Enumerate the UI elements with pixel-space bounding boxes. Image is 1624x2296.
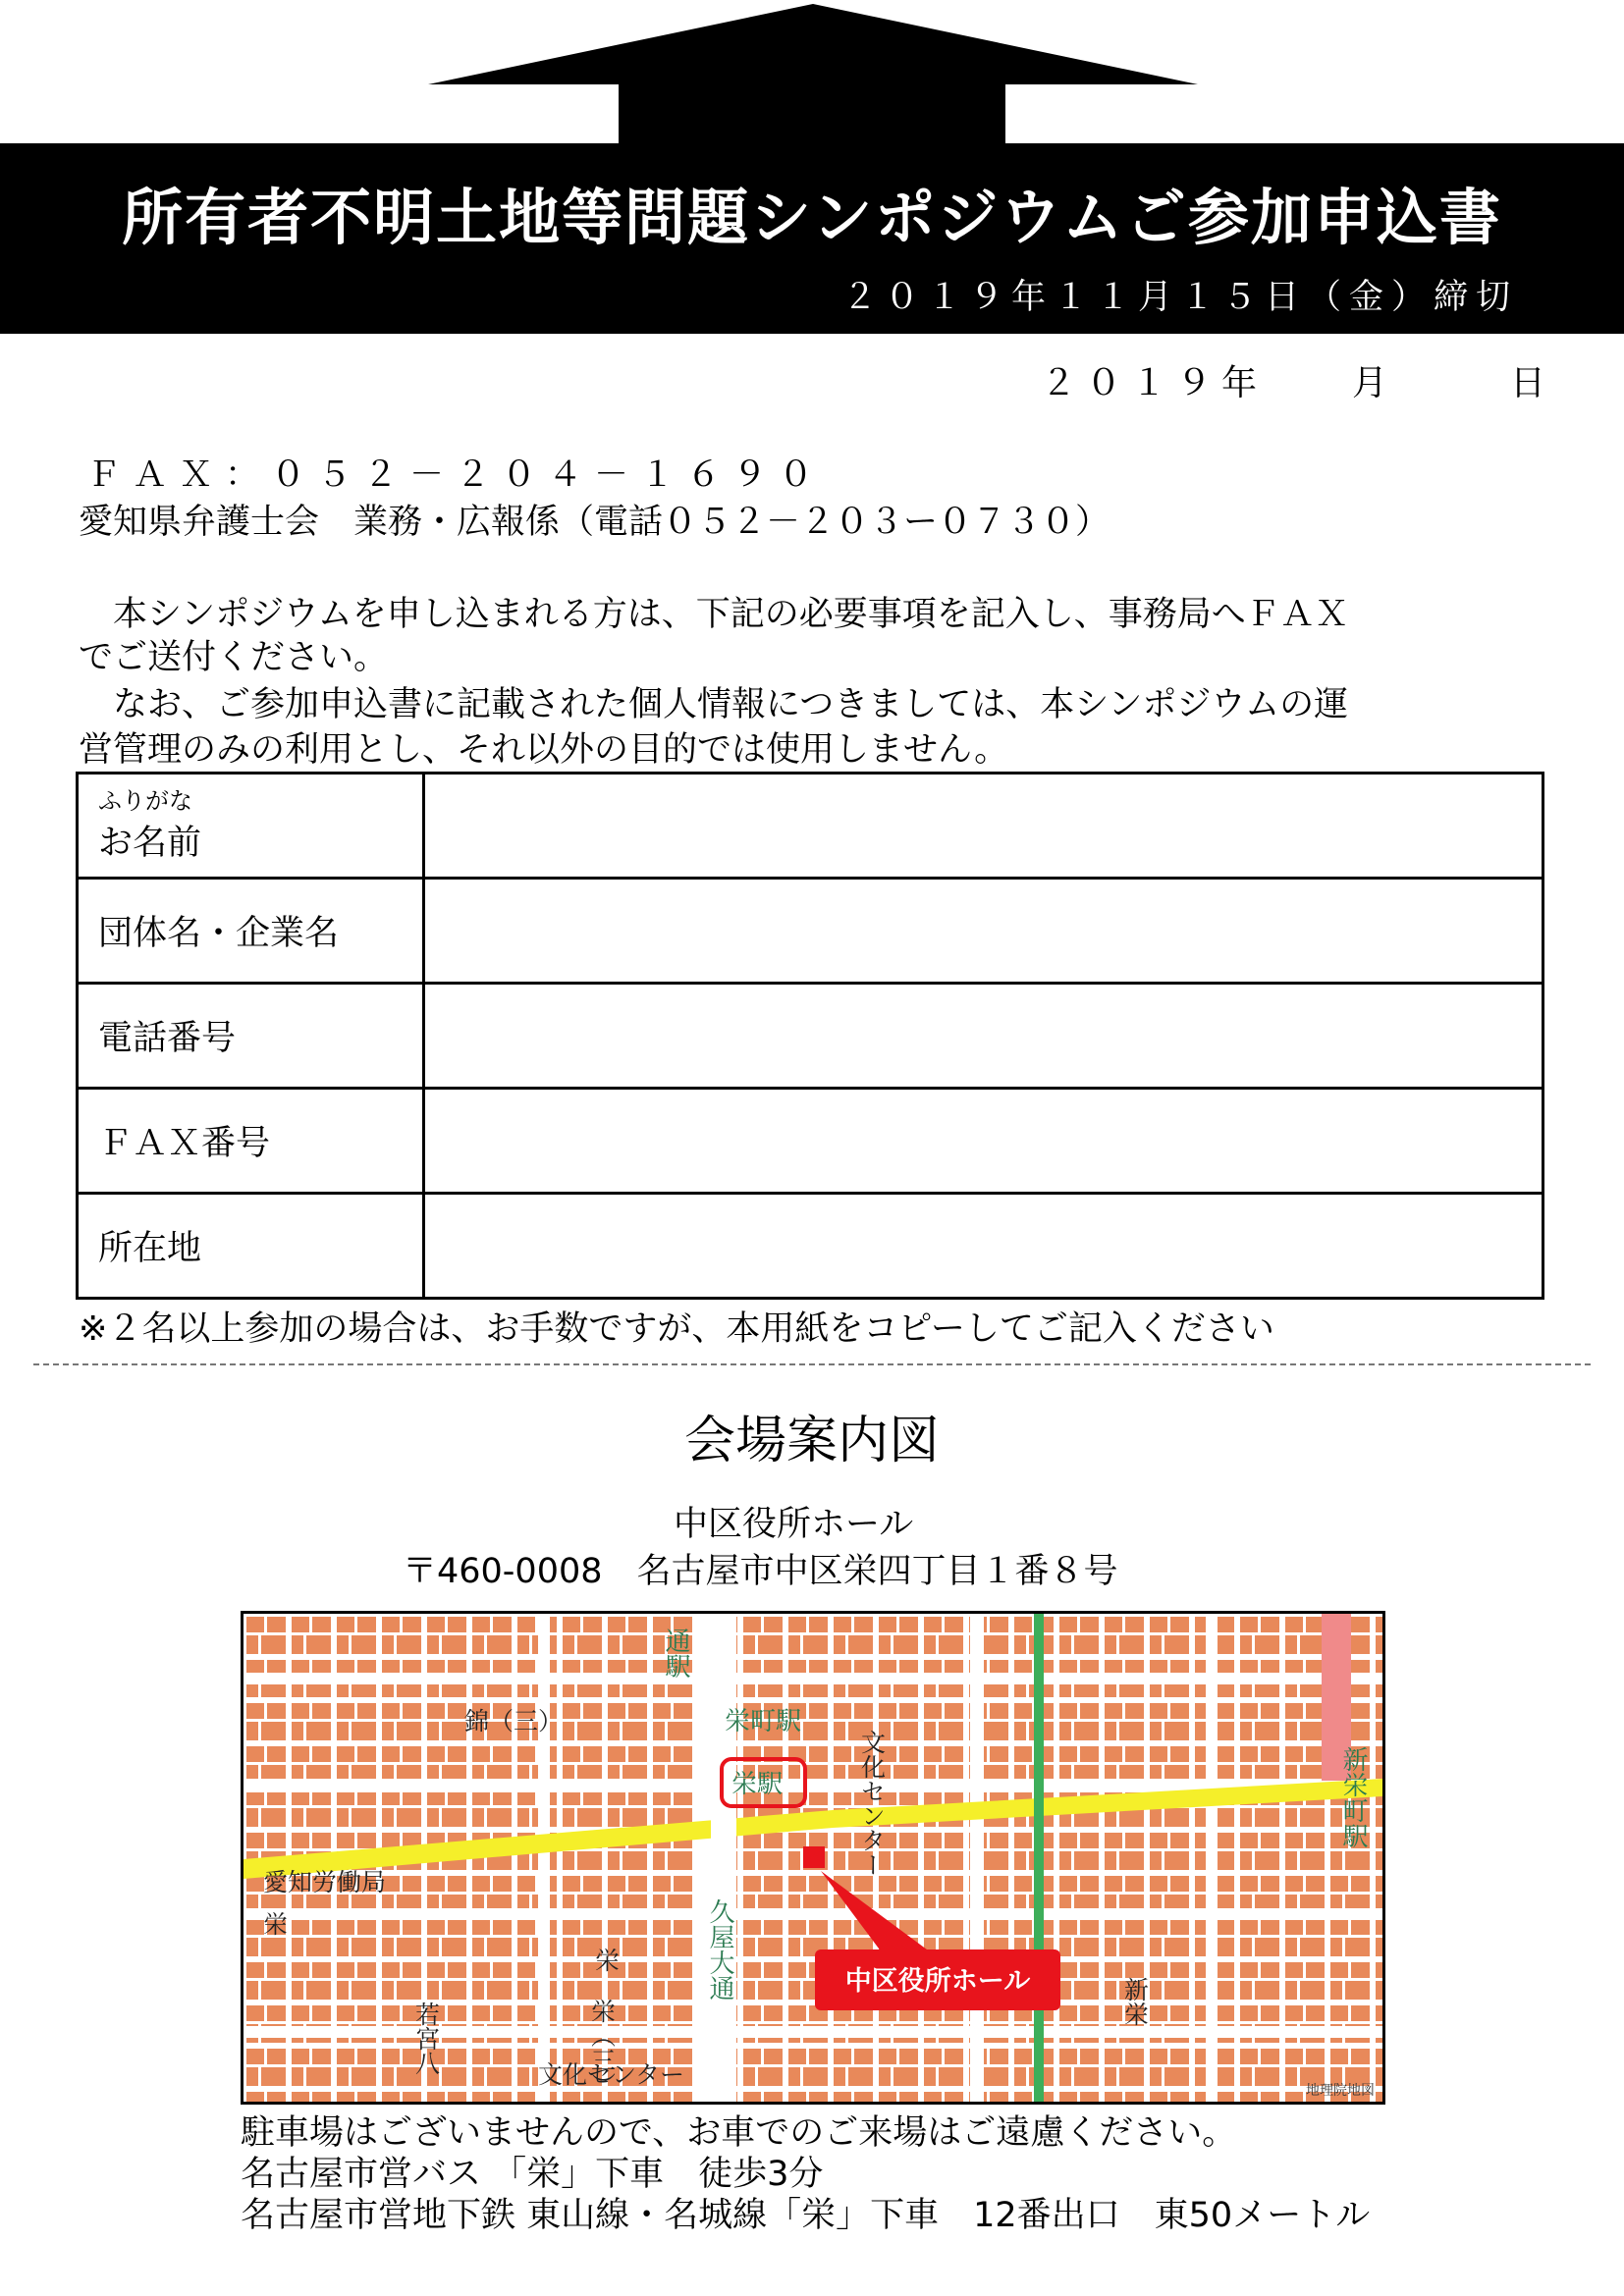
form-row-fax bbox=[78, 1089, 1543, 1194]
access-subway: 名古屋市営地下鉄 東山線・名城線「栄」下車 12番出口 東50メートル bbox=[241, 2196, 1371, 2235]
form-field-phone[interactable] bbox=[424, 984, 1543, 1089]
intro-line-4: 営管理のみの利用とし、それ以外の目的では使用しません。 bbox=[79, 730, 1009, 770]
label-sakae-mid: 栄 bbox=[595, 1947, 621, 1975]
contact-org: 愛知県弁護士会 業務・広報係（電話０５２－２０３ー０７３０） bbox=[79, 503, 1110, 542]
furigana-label: ふりがな bbox=[98, 786, 192, 815]
fax-number: ＦＡＸ：０５２－２０４－１６９０ bbox=[86, 455, 826, 495]
label-sakae-left: 栄 bbox=[263, 1910, 289, 1939]
label-hisaya-odori: 久屋大通 bbox=[705, 1898, 734, 2001]
map-graphic bbox=[244, 1614, 1382, 2102]
form-label-text: お名前 bbox=[98, 823, 202, 863]
deadline-text: ２０１９年１１月１５日（金）締切 bbox=[841, 278, 1518, 317]
page-title: 所有者不明土地等問題シンポジウムご参加申込書 bbox=[122, 182, 1502, 253]
form-row-organization bbox=[78, 879, 1543, 984]
date-year: ２０１９年 bbox=[1041, 363, 1268, 403]
form-row-phone bbox=[78, 984, 1543, 1089]
callout-venue-label: 中区役所ホール bbox=[844, 1966, 1031, 1997]
cut-line-divider bbox=[33, 1363, 1591, 1365]
map-credit: 地理院地図 bbox=[1306, 2083, 1375, 2099]
label-shin-sakaemachi: 新栄町駅 bbox=[1338, 1746, 1368, 1848]
date-month: 月 bbox=[1352, 363, 1398, 403]
form-field-name[interactable] bbox=[424, 774, 1543, 879]
application-form bbox=[76, 772, 1544, 1300]
form-row-name bbox=[78, 774, 1543, 879]
access-parking: 駐車場はございませんので、お車でのご来場はご遠慮ください。 bbox=[241, 2113, 1237, 2153]
label-sakae-station: 栄駅 bbox=[731, 1770, 784, 1799]
label-bunka-center-vertical: 文化センター bbox=[857, 1730, 887, 1877]
date-day: 日 bbox=[1510, 363, 1556, 403]
label-rodokyoku: 愛知労働局 bbox=[263, 1868, 387, 1896]
green-street bbox=[1034, 1614, 1044, 2102]
form-label-name bbox=[78, 774, 424, 879]
copy-note: ※２名以上参加の場合は、お手数ですが、本用紙をコピーしてご記入ください bbox=[79, 1309, 1274, 1349]
up-arrow-icon bbox=[0, 0, 1624, 147]
venue-name: 中区役所ホール bbox=[674, 1505, 914, 1544]
venue-map-heading: 会場案内図 bbox=[683, 1412, 940, 1470]
label-sakaemachi-station: 栄町駅 bbox=[725, 1707, 802, 1736]
form-label-fax: ＦＡＸ番号 bbox=[78, 1089, 424, 1194]
venue-map bbox=[241, 1611, 1385, 2105]
label-bunka-center: 文化センター bbox=[538, 2060, 685, 2089]
venue-marker bbox=[803, 1846, 825, 1868]
form-label-organization: 団体名・企業名 bbox=[78, 879, 424, 984]
label-sakae-3: 栄（三） bbox=[587, 1999, 617, 2097]
label-shinsakae: 新栄 bbox=[1120, 1977, 1150, 2026]
form-field-organization[interactable] bbox=[424, 879, 1543, 984]
intro-line-1: 本シンポジウムを申し込まれる方は、下記の必要事項を記入し、事務局へＦＡＸ bbox=[79, 595, 1349, 634]
label-wakamiya: 若宮八 bbox=[411, 2002, 441, 2075]
intro-line-2: でご送付ください。 bbox=[79, 638, 389, 677]
form-field-fax[interactable] bbox=[424, 1089, 1543, 1194]
access-bus: 名古屋市営バス 「栄」下車 徒歩3分 bbox=[241, 2155, 824, 2194]
form-label-phone: 電話番号 bbox=[78, 984, 424, 1089]
form-field-address[interactable] bbox=[424, 1194, 1543, 1299]
label-nishiki: 錦（三） bbox=[464, 1707, 564, 1735]
label-dori-station: 通駅 bbox=[661, 1628, 690, 1679]
intro-line-3: なお、ご参加申込書に記載された個人情報につきましては、本シンポジウムの運 bbox=[79, 685, 1349, 724]
form-label-address: 所在地 bbox=[78, 1194, 424, 1299]
form-row-address bbox=[78, 1194, 1543, 1299]
venue-address: 〒460-0008 名古屋市中区栄四丁目１番８号 bbox=[403, 1552, 1118, 1591]
